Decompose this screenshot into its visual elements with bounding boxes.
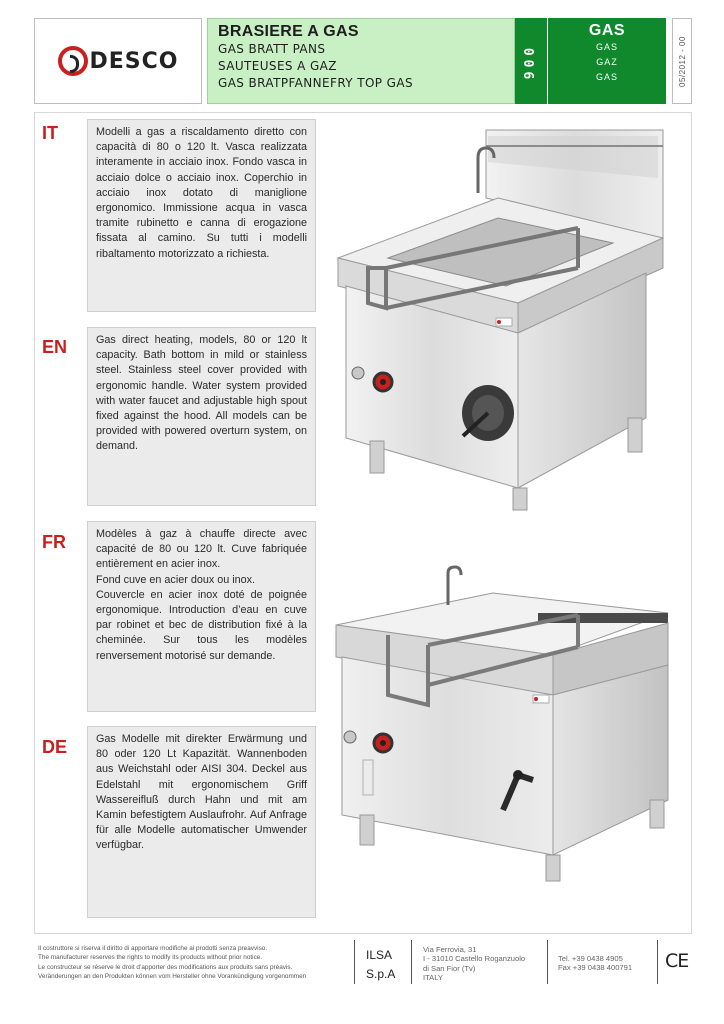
description-en-text: Gas direct heating, models, 80 or 120 lt capacity. Bath bottom in mild or stainless steel. Stainless steel cover provided with ergonomic handle. Water system provided with water faucet and adjustable high spout fixed against the hood. All models can be provided with powered overturn system, on demand.	[96, 334, 307, 453]
lang-label-it: IT	[42, 123, 58, 143]
product-image-closed-lid	[328, 565, 678, 885]
page-title: BRASIERE A GAS	[218, 23, 359, 40]
legal-notes	[38, 944, 358, 982]
footer-divider	[547, 940, 548, 984]
lang-label-fr: FR	[42, 532, 66, 552]
address-line: I - 31010 Castello Roganzuolo	[423, 954, 526, 964]
subtitle-de: GAS BRATPFANNEFRY TOP GAS	[218, 76, 413, 90]
description-fr	[87, 521, 316, 712]
company-address	[423, 945, 525, 983]
revision-label: 05/2012 - 00	[677, 35, 687, 87]
logo-ring-icon	[58, 46, 88, 76]
ce-mark: CE	[665, 950, 689, 972]
fuel-type-de: GAS	[595, 72, 618, 82]
description-it-text: Modelli a gas a riscaldamento diretto con capacità di 80 o 120 lt. Vasca realizzata interamente in acciaio inox. Fondo vasca in acciaio dolce o acciaio inox. Coperchio in acciaio inox dotato di maniglione ergonomico. Immissione acqua in vasca tramite rubinetto e canna di erogazione fissata al camino. Su tutti i modelli ribaltamento motorizzato a richiesta.	[96, 126, 307, 260]
description-de	[87, 726, 316, 918]
brand-name: DESCO	[89, 48, 179, 74]
series-badge	[515, 18, 547, 104]
legal-note-en: The manufacturer reserves the rights to modify its products without prior notice.	[38, 954, 263, 962]
fuel-type-fr: GAZ	[596, 57, 618, 67]
subtitle-en: GAS BRATT PANS	[218, 42, 326, 56]
legal-note-fr: Le constructeur se réserve le droit d’apporter des modifications aux produits sans préavis.	[38, 963, 293, 971]
fuel-type-en: GAS	[595, 42, 618, 52]
phone-number: Tel. +39 0438 4905	[558, 954, 623, 963]
series-number: 900	[523, 43, 539, 79]
description-fr-text: Modèles à gaz à chauffe directe avec capacité de 80 ou 120 lt. Cuve fabriquée entièrement en acier inox. Fond cuve en acier doux ou inox. Couvercle en acier inox doté de poignée ergonomique. Introduction d’eau en cuve par robinet et bec de distribution fixé à la cheminée. Sur tous les modèles renversement motorisé sur demande.	[96, 528, 307, 662]
description-it	[87, 119, 316, 312]
contact-phones	[558, 954, 632, 973]
description-de-text: Gas Modelle mit direkter Erwärmung und 80 oder 120 Lt Kapazität. Wannenboden aus Weichstahl oder AISI 304. Deckel aus Edelstahl mit ergonomischem Griff Wassereifluß durch Hahn und mit am Kamin befestigtem Auslaufrohr. Auf Anfrage für alle Modelle automatischer Umwender verfügbar.	[96, 733, 307, 852]
lang-label-de: DE	[42, 737, 68, 757]
fax-number: Fax +39 0438 400791	[558, 963, 633, 973]
company-line-2: S.p.A	[366, 967, 396, 981]
title-panel	[207, 18, 515, 104]
address-line: di San Fior (Tv)	[423, 963, 476, 973]
brand-logo	[34, 18, 202, 104]
footer-divider	[354, 940, 355, 984]
address-line: ITALY	[423, 973, 443, 983]
fuel-type-main: GAS	[588, 22, 626, 39]
product-image-raised-lid	[328, 118, 678, 513]
revision-box	[672, 18, 692, 104]
legal-note-de: Veränderungen an den Produkten können vom Hersteller ohne Vorankündigung vorgenommen	[38, 973, 307, 981]
company-name	[366, 946, 395, 984]
fuel-type-badge	[548, 18, 666, 104]
description-en	[87, 327, 316, 506]
subtitle-fr: SAUTEUSES A GAZ	[218, 59, 337, 73]
company-line-1: ILSA	[366, 948, 393, 962]
legal-note-it: Il costruttore si riserva il diritto di apportare modifiche ai prodotti senza preavviso.	[38, 945, 268, 952]
brand-logo-mark	[58, 46, 179, 76]
footer-divider	[657, 940, 658, 984]
address-line: Via Ferrovia, 31	[423, 945, 477, 954]
footer-divider	[411, 940, 412, 984]
lang-label-en: EN	[42, 337, 68, 357]
